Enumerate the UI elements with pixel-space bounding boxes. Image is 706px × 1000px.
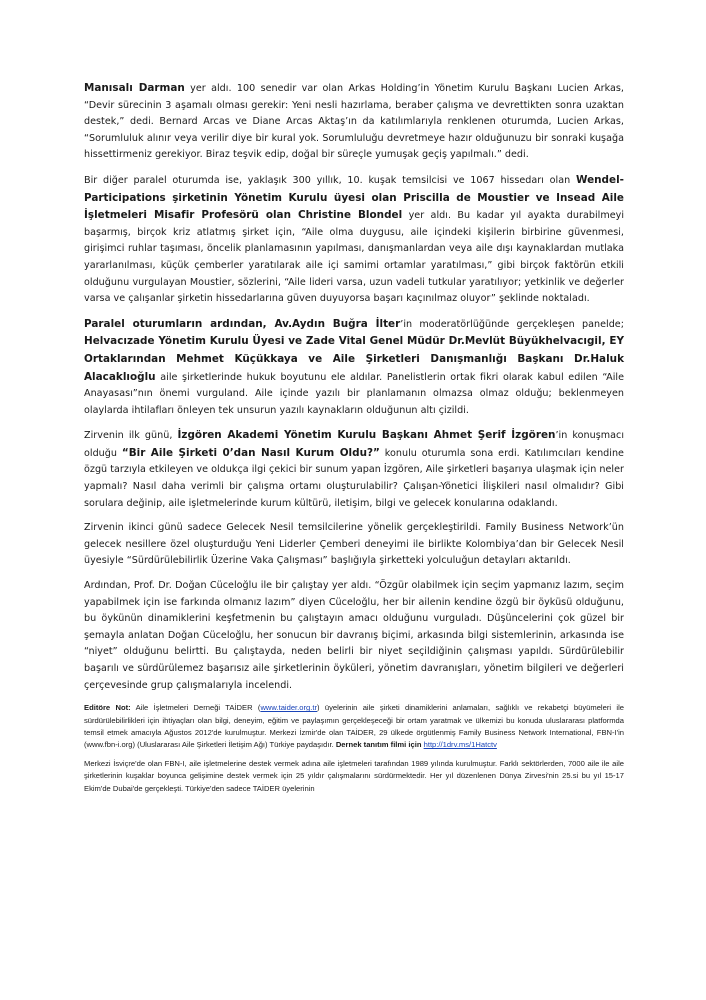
body-text: yer aldı. Bu kadar yıl ayakta durabilmeyi başarmış, birçok kriz atlatmış şirket için, “Aile olma duygusu, aile içindeki kişilerin birbirine güvenmesi, girişimci ruhlar taşıması, öncelik planlamasının yapılması, danışmanlardan veya aile dışı kaynaklardan mutlaka yararlanılması, küçük çemberler yaratılarak aile içi samimi ortamlar yaratılması,” gibi birçok faktörün etkili olduğunu vurgulayan Moustier, sözlerini, “Aile lideri varsa, uzun vadeli tutkular yaratılıyor; yetkinlik ve değerler varsa ve çalışanlar şirketin hissedarlarına güven duyuyorsa başarı kaçınılmaz oluyor” şeklinde noktaladı. xyxy=(84,210,625,305)
paragraph-wendel-session xyxy=(84,172,624,308)
promo-film-link[interactable]: http://1drv.ms/1Hatctv xyxy=(423,740,497,750)
note-text: Merkezi İsviçre'de olan FBN-I, aile işletmelerine destek vermek adına aile işletmeleri tarafından 1989 yılında kurulmuştur. Farklı sektörlerden, 7000 aile ile aile şirketlerinin kuşaklar boyunca gelişimine destek vermek için 25 yıldır çalışmalarını sürdürmektedir. Her yıl düzenlenen Dünya Zirvesi'nin 25.si bu yıl 15-17 Ekim'de Dubai'de gerçekleşti. Türkiye'den sadece TAİDER üyelerinin xyxy=(84,758,624,793)
taider-website-link[interactable]: www.taider.org.tr xyxy=(260,703,318,713)
bold-text: İzgören Akademi Yönetim Kurulu Başkanı Ahmet Şerif İzgören xyxy=(177,429,556,442)
body-text: ’in konuşmacı olduğu xyxy=(84,430,624,459)
bold-text: Helvacızade Yönetim Kurulu Üyesi ve Zade Vital Genel Müdür Dr.Mevlüt Büyükhelvacıgil, EY Ortaklarından Mehmet Küçükkaya ve Aile Şirketleri Danışmanlığı Başkanı Dr.Haluk Alacaklıoğlu xyxy=(84,335,624,383)
body-text: Bir diğer paralel oturumda ise, yaklaşık 300 yıllık, 10. kuşak temsilcisi ve 1067 hissedarı olan xyxy=(84,174,576,186)
fbn-note xyxy=(84,758,624,795)
bold-text: Wendel-Participations şirketinin Yönetim Kurulu üyesi olan Priscilla de Moustier ve Insead Aile İşletmeleri Misafir Profesörü olan Christine Blondel xyxy=(84,173,624,222)
paragraph-legal-panel xyxy=(84,316,624,420)
editor-note-label: Editöre Not: xyxy=(84,703,131,713)
paragraph-cuceloglu-workshop xyxy=(84,578,624,694)
body-text: konulu oturumla sona erdi. Katılımcıları kendine özgü tarzıyla etkileyen ve oldukça ilgi çekici bir sunum yapan İzgören, Aile şirketleri başarıya ulaşmak için neler yapmalı? Nasıl daha verimli bir çalışma ortamı oluşturulabilir? Çalışan-Yönetici İlişkileri nasıl olmalıdır? Gibi sorulara değinip, aile işletmelerinde kurum kültürü, iletişim, bilgi ve gelecek konularına odaklandı. xyxy=(84,447,624,509)
body-text: ’in moderatörlüğünde gerçekleşen panelde; xyxy=(400,318,624,330)
note-text: Aile İşletmeleri Derneği TAİDER ( xyxy=(130,703,261,713)
body-text: Zirvenin ikinci günü sadece Gelecek Nesil temsilcilerine yönelik gerçekleştirildi. Family Business Network’ün gelecek nesillere özel oluşturduğu Yeni Liderler Çemberi deneyimi ile birlikte Kolombiya’dan bir Gelecek Nesil üyesiyle “Sürdürülebilirlik Üzerine Vaka Çalışması” başlığıyla şirketteki yolculuğun detayları aktarıldı. xyxy=(84,522,624,567)
bold-text: Paralel oturumların ardından, Av.Aydın Buğra İlter xyxy=(84,317,401,330)
paragraph-next-generation xyxy=(84,520,624,570)
bold-text: Dernek tanıtım filmi için xyxy=(335,740,422,750)
body-text: aile şirketlerinde hukuk boyutunu ele aldılar. Panelistlerin ortak fikri olarak kabul edilen “Aile Anayasası”nın önemi vurguland. Aile içinde yazılı bir planlamanın olmazsa olmaz olduğu; beklenmeyen olaylarda ihtilafları önleyen tek unsurun yazılı kaynakların olduğunun altı çizildi. xyxy=(84,371,624,416)
bold-text: “Bir Aile Şirketi 0’dan Nasıl Kurum Oldu?” xyxy=(121,446,380,459)
note-text: ) üyelerinin aile şirketi dinamiklerini anlamaları, sağlıklı ve rekabetçi büyümeleri ile sürdürülebilirlikleri için ihtiyaçları olan bilgi, deneyim, eğitim ve paylaşımın gerçekleşeceği bir ortam yaratmak ve ülkemizi bu konuda uluslararası platformda temsil etmek amacıyla Ağustos 2012'de kurulmuştur. Merkezi İzmir'de olan TAİDER, 29 ülkede örgütlenmiş Family Business Network International, FBN-I'in (www.fbn-i.org) (Uluslararası Aile Şirketleri İletişim Ağı) Türkiye paydaşıdır. xyxy=(84,703,624,750)
paragraph-arkas-session xyxy=(84,80,624,164)
paragraph-izgoren-session xyxy=(84,427,624,512)
editor-note xyxy=(84,702,624,752)
body-text: Zirvenin ilk günü, xyxy=(84,430,178,442)
body-text: yer aldı. 100 senedir var olan Arkas Holding’in Yönetim Kurulu Başkanı Lucien Arkas, “Devir sürecinin 3 aşamalı olması gerekir: Yeni nesli hazırlama, beraber çalışma ve devrettikten sonra uzaktan destek,” dedi. Bernard Arcas ve Diane Arcas Aktaş’ın da katılımlarıyla renklenen oturumda, Lucien Arkas, “Sorumluluk alınır veya verilir diye bir kural yok. Sorumluluğu devretmeye hazır olduğunuzu bir sonraki kuşağa hissettirmeniz gerekiyor. Biraz teşvik edip, doğal bir süreçle yumuşak geçiş yapılmalı.” dedi. xyxy=(84,83,624,161)
body-text: Ardından, Prof. Dr. Doğan Cüceloğlu ile bir çalıştay yer aldı. “Özgür olabilmek için seçim yapmanız lazım, seçim yapabilmek için ise farkında olmanız lazım” diyen Cüceloğlu, her bir ailenin kendine özgü bir öyküsü olduğunu, bu öykünün dinamiklerini keşfetmenin bu çalıştayın amacı olduğunu vurguladı. Düşüncelerini çok güzel bir şemayla anlatan Doğan Cüceloğlu, her sonucun bir davranış biçimi, arkasında bilgi sistemlerinin, arkasında ise “niyet” olduğunu belirtti. Bu çalıştayda, neden belirli bir niyet seçildiğinin çalışması yapıldı. Sürdürülebilir başarılı ve sürdürülemez başarısız aile şirketlerinin öyküleri, yönetim davranışları, yönetim bilgileri ve değerleri çerçevesinde grup çalışmalarıyla incelendi. xyxy=(84,580,624,691)
bold-text: Manısalı Darman xyxy=(84,82,185,94)
